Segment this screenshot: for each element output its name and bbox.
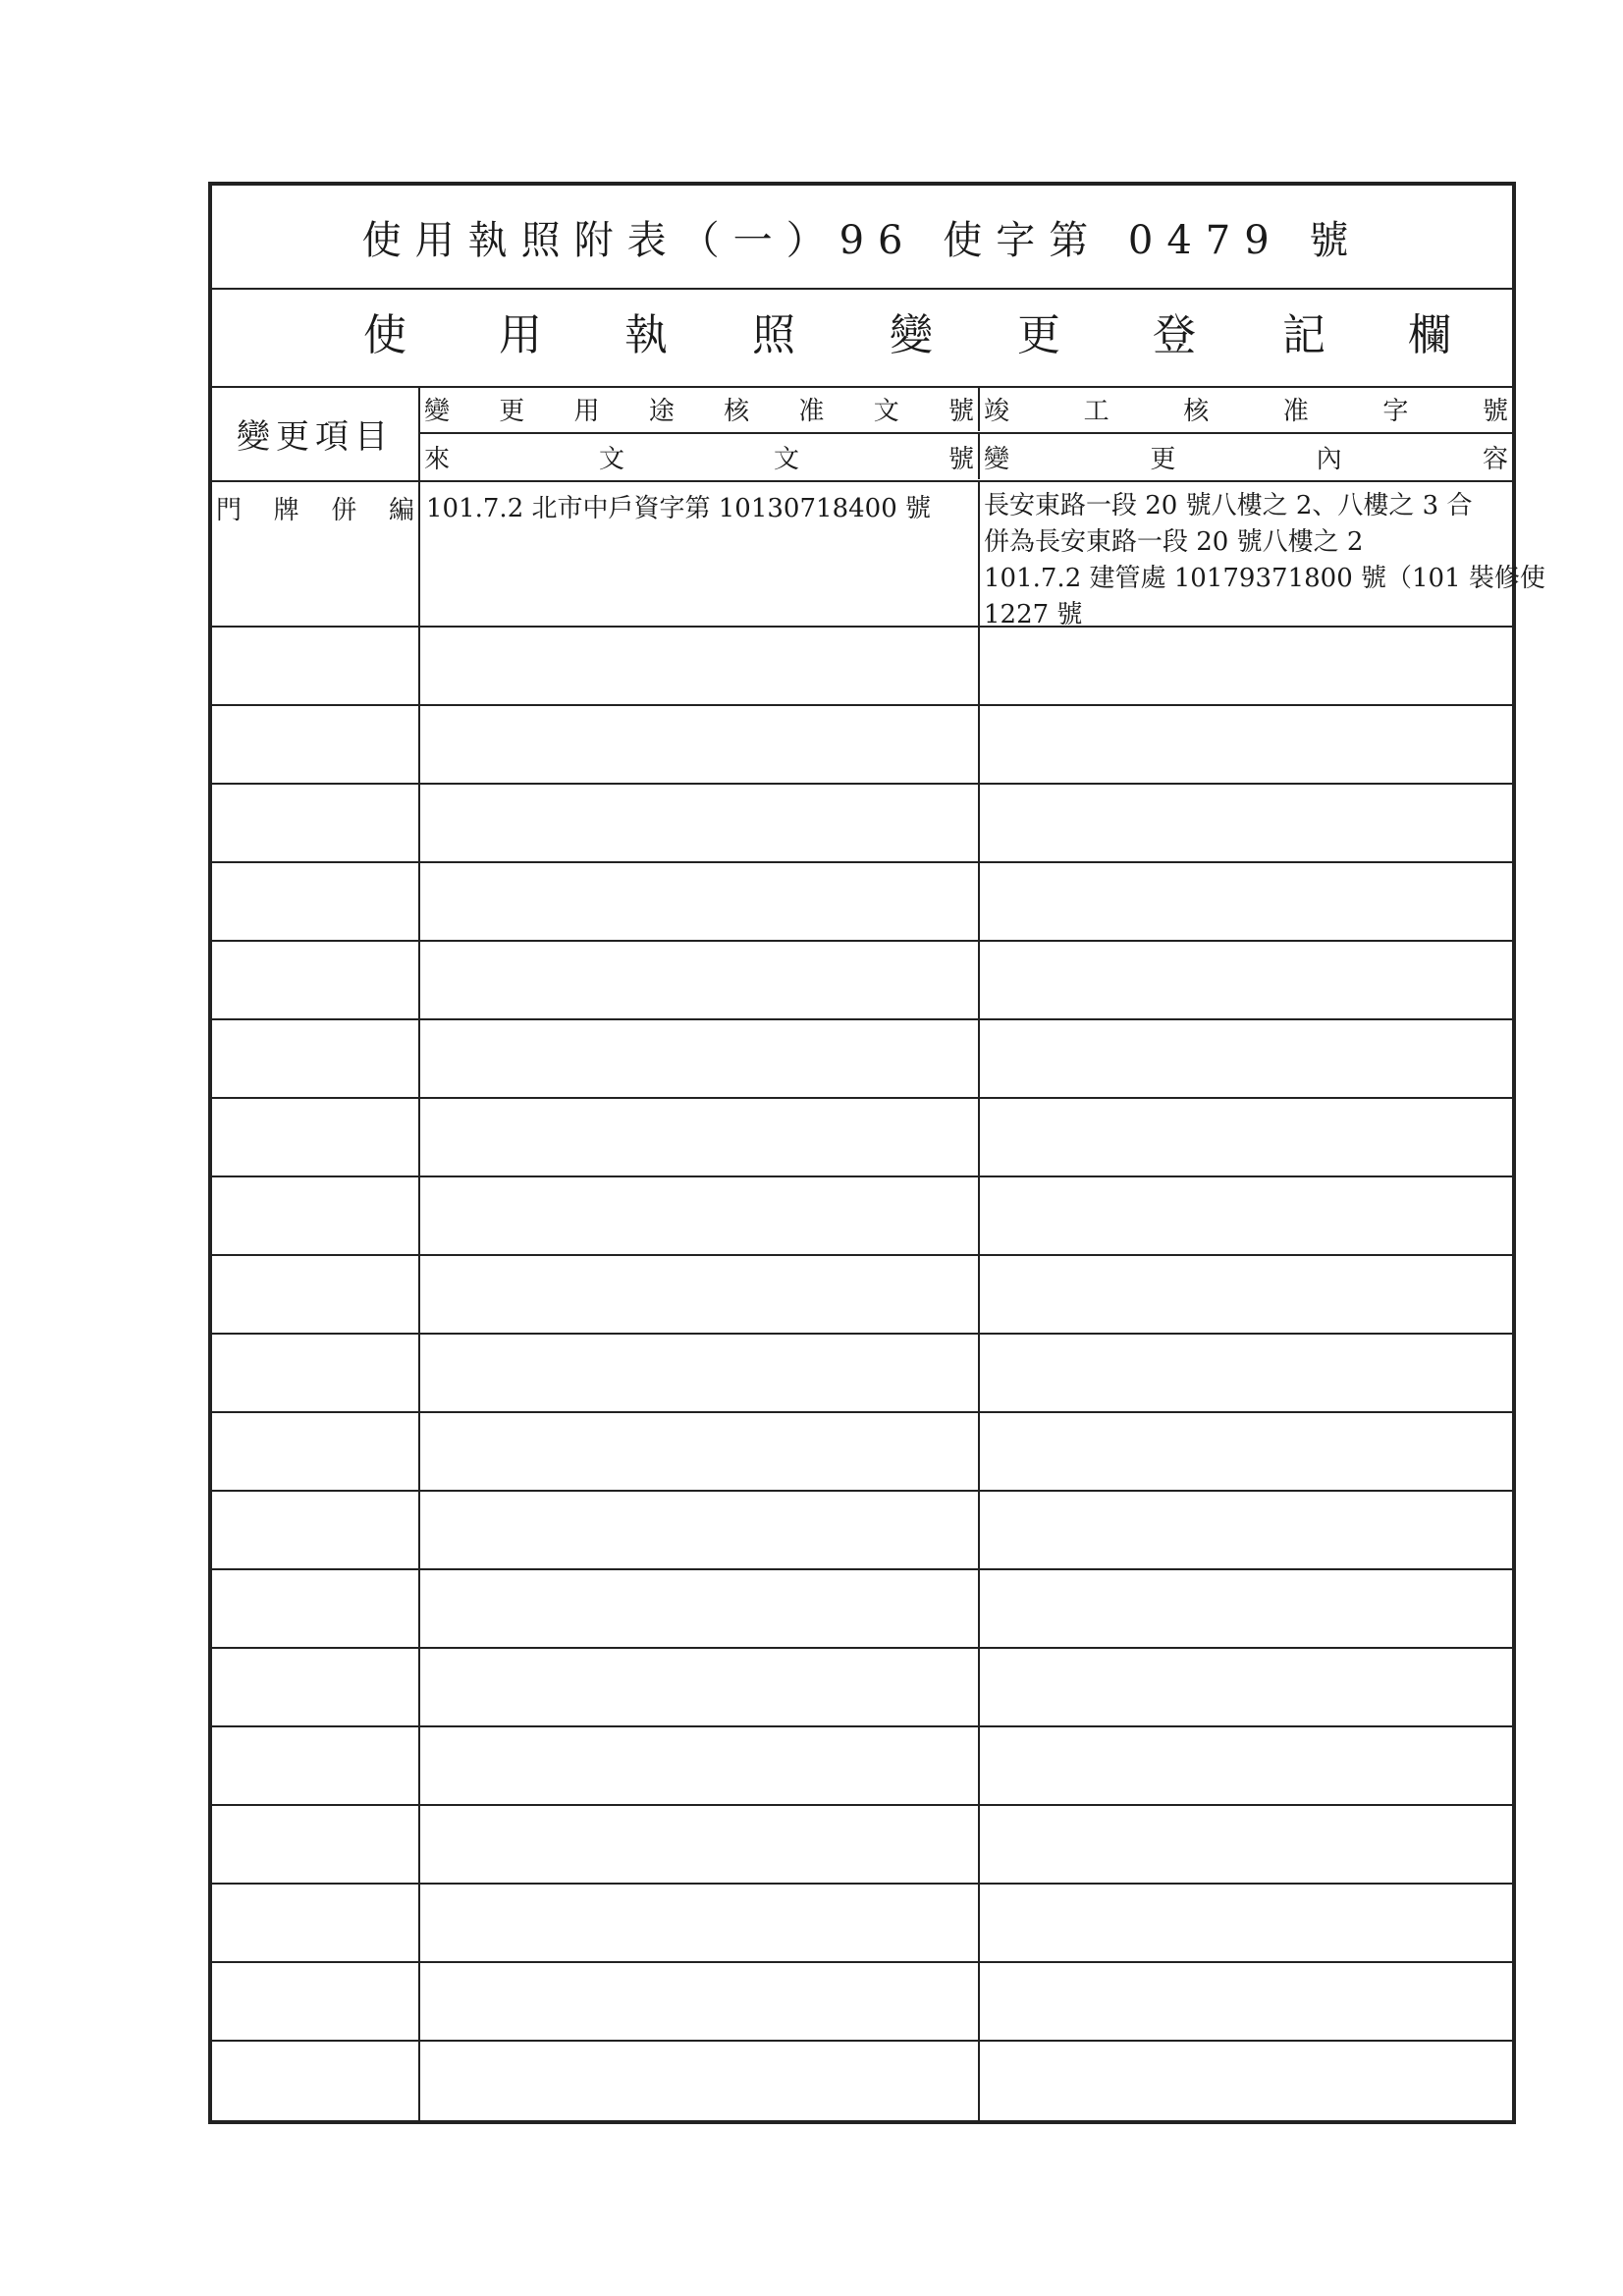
subtitle-char: 更: [1017, 310, 1060, 360]
blank-cell: [980, 1570, 1512, 1647]
blank-row: [212, 1649, 1512, 1727]
blank-row: [212, 1020, 1512, 1099]
blank-row: [212, 1885, 1512, 1963]
header-char: 來: [424, 444, 451, 474]
blank-cell: [420, 1256, 980, 1333]
blank-row: [212, 785, 1512, 863]
subtitle-char: 執: [624, 310, 668, 360]
blank-cell: [980, 706, 1512, 783]
change-content-cell: [980, 480, 1545, 629]
subtitle-char: 照: [752, 310, 795, 360]
blank-cell: [420, 785, 980, 861]
blank-row: [212, 1806, 1512, 1885]
header-char: 文: [873, 396, 899, 426]
blank-cell: [212, 1885, 420, 1961]
change-item-char: 併: [331, 496, 357, 525]
blank-cell: [420, 1570, 980, 1647]
blank-cell: [212, 1963, 420, 2040]
blank-row: [212, 1963, 1512, 2042]
header-change-item: 變更項目: [212, 386, 420, 480]
form-title-row: [212, 186, 1512, 290]
header-char: 容: [1482, 444, 1508, 474]
header-char: 用: [573, 396, 600, 426]
change-item: [216, 490, 414, 526]
change-content-line: 長安東路一段 20 號八樓之 2、八樓之 3 合: [984, 491, 1473, 520]
subtitle-char: 記: [1282, 310, 1325, 360]
change-records: [212, 480, 1545, 2120]
blank-cell: [212, 2042, 420, 2120]
blank-cell: [212, 1020, 420, 1097]
header-char: 號: [1482, 396, 1508, 426]
blank-cell: [980, 1806, 1512, 1883]
blank-cell: [980, 785, 1512, 861]
blank-cell: [980, 1727, 1512, 1804]
blank-cell: [212, 1335, 420, 1411]
blank-cell: [980, 1649, 1512, 1725]
blank-cell: [980, 1963, 1512, 2040]
blank-cell: [420, 2042, 980, 2120]
blank-cell: [980, 1099, 1512, 1175]
blank-cell: [212, 1492, 420, 1568]
subtitle-char: 使: [363, 310, 406, 360]
change-content-line: 併為長安東路一段 20 號八樓之 2: [984, 527, 1364, 557]
header-completion-approval-number: [980, 386, 1512, 431]
header-char: 准: [1282, 396, 1309, 426]
header-incoming-doc-number: [420, 434, 980, 479]
blank-cell: [980, 1413, 1512, 1490]
blank-cell: [420, 863, 980, 940]
header-char: 核: [724, 396, 750, 426]
blank-cell: [212, 1570, 420, 1647]
blank-cell: [420, 1885, 980, 1961]
blank-cell: [980, 942, 1512, 1018]
subtitle-char: 用: [499, 310, 542, 360]
header-char: 號: [947, 444, 974, 474]
blank-row: [212, 942, 1512, 1020]
blank-row: [212, 1177, 1512, 1256]
blank-cell: [980, 628, 1512, 704]
header-change-content: [980, 434, 1512, 479]
blank-cell: [420, 1649, 980, 1725]
blank-cell: [212, 1256, 420, 1333]
change-item-char: 編: [388, 496, 414, 525]
blank-cell: [980, 1492, 1512, 1568]
blank-row: [212, 628, 1512, 706]
header-char: 號: [947, 396, 974, 426]
blank-cell: [420, 1727, 980, 1804]
blank-cell: [420, 1177, 980, 1254]
header-char: 竣: [984, 396, 1010, 426]
blank-cell: [420, 1413, 980, 1490]
blank-cell: [420, 1099, 980, 1175]
blank-cell: [980, 2042, 1512, 2120]
subtitle-char: 變: [890, 310, 933, 360]
blank-row: [212, 1727, 1512, 1806]
blank-cell: [980, 1885, 1512, 1961]
blank-cell: [212, 628, 420, 704]
blank-row: [212, 1413, 1512, 1492]
blank-cell: [212, 1727, 420, 1804]
blank-cell: [980, 863, 1512, 940]
change-item-char: 牌: [273, 496, 299, 525]
blank-cell: [980, 1020, 1512, 1097]
blank-cell: [212, 706, 420, 783]
header-char: 更: [1150, 444, 1176, 474]
incoming-doc-number: 101.7.2 北市中戶資字第 10130718400 號: [426, 494, 931, 523]
blank-cell: [420, 942, 980, 1018]
blank-row: [212, 863, 1512, 942]
blank-cell: [420, 1335, 980, 1411]
subtitle-char: 登: [1153, 310, 1196, 360]
doc-number-cell: [420, 480, 980, 626]
header-char: 更: [499, 396, 525, 426]
blank-cell: [420, 706, 980, 783]
blank-row: [212, 1099, 1512, 1177]
header-char: 工: [1083, 396, 1109, 426]
form-subtitle-row: [212, 288, 1512, 388]
subtitle-char: 欄: [1408, 310, 1451, 360]
blank-cell: [420, 1963, 980, 2040]
form-title: 使用執照附表（一）96 使字第 0479 號: [361, 217, 1363, 263]
blank-cell: [420, 1020, 980, 1097]
header-approval-doc-number: [420, 386, 980, 431]
header-char: 內: [1316, 444, 1342, 474]
blank-cell: [980, 1256, 1512, 1333]
header-char: 途: [648, 396, 675, 426]
blank-row: [212, 1335, 1512, 1413]
header-char: 核: [1183, 396, 1210, 426]
blank-cell: [420, 1492, 980, 1568]
blank-cell: [212, 785, 420, 861]
header-char: 文: [598, 444, 624, 474]
blank-cell: [420, 628, 980, 704]
table-row: [212, 480, 1545, 629]
blank-cell: [212, 1806, 420, 1883]
license-attachment-form: [208, 182, 1545, 2124]
table-header: [212, 386, 1512, 482]
blank-row: [212, 2042, 1512, 2120]
blank-cell: [212, 1177, 420, 1254]
change-item-cell: [212, 480, 420, 626]
blank-row: [212, 1570, 1512, 1649]
blank-cell: [420, 1806, 980, 1883]
blank-row: [212, 1492, 1512, 1570]
blank-cell: [212, 1649, 420, 1725]
change-content-line: 101.7.2 建管處 10179371800 號（101 裝修使: [984, 564, 1545, 593]
header-char: 准: [798, 396, 825, 426]
blank-cell: [212, 942, 420, 1018]
blank-row: [212, 1256, 1512, 1335]
header-char: 文: [773, 444, 799, 474]
blank-cell: [980, 1177, 1512, 1254]
change-item-char: 門: [216, 496, 243, 525]
header-char: 字: [1382, 396, 1409, 426]
blank-cell: [212, 863, 420, 940]
blank-cell: [212, 1099, 420, 1175]
change-content-line: 1227 號: [984, 600, 1083, 629]
blank-row: [212, 706, 1512, 785]
blank-cell: [980, 1335, 1512, 1411]
header-char: 變: [424, 396, 451, 426]
header-char: 變: [984, 444, 1010, 474]
blank-cell: [212, 1413, 420, 1490]
